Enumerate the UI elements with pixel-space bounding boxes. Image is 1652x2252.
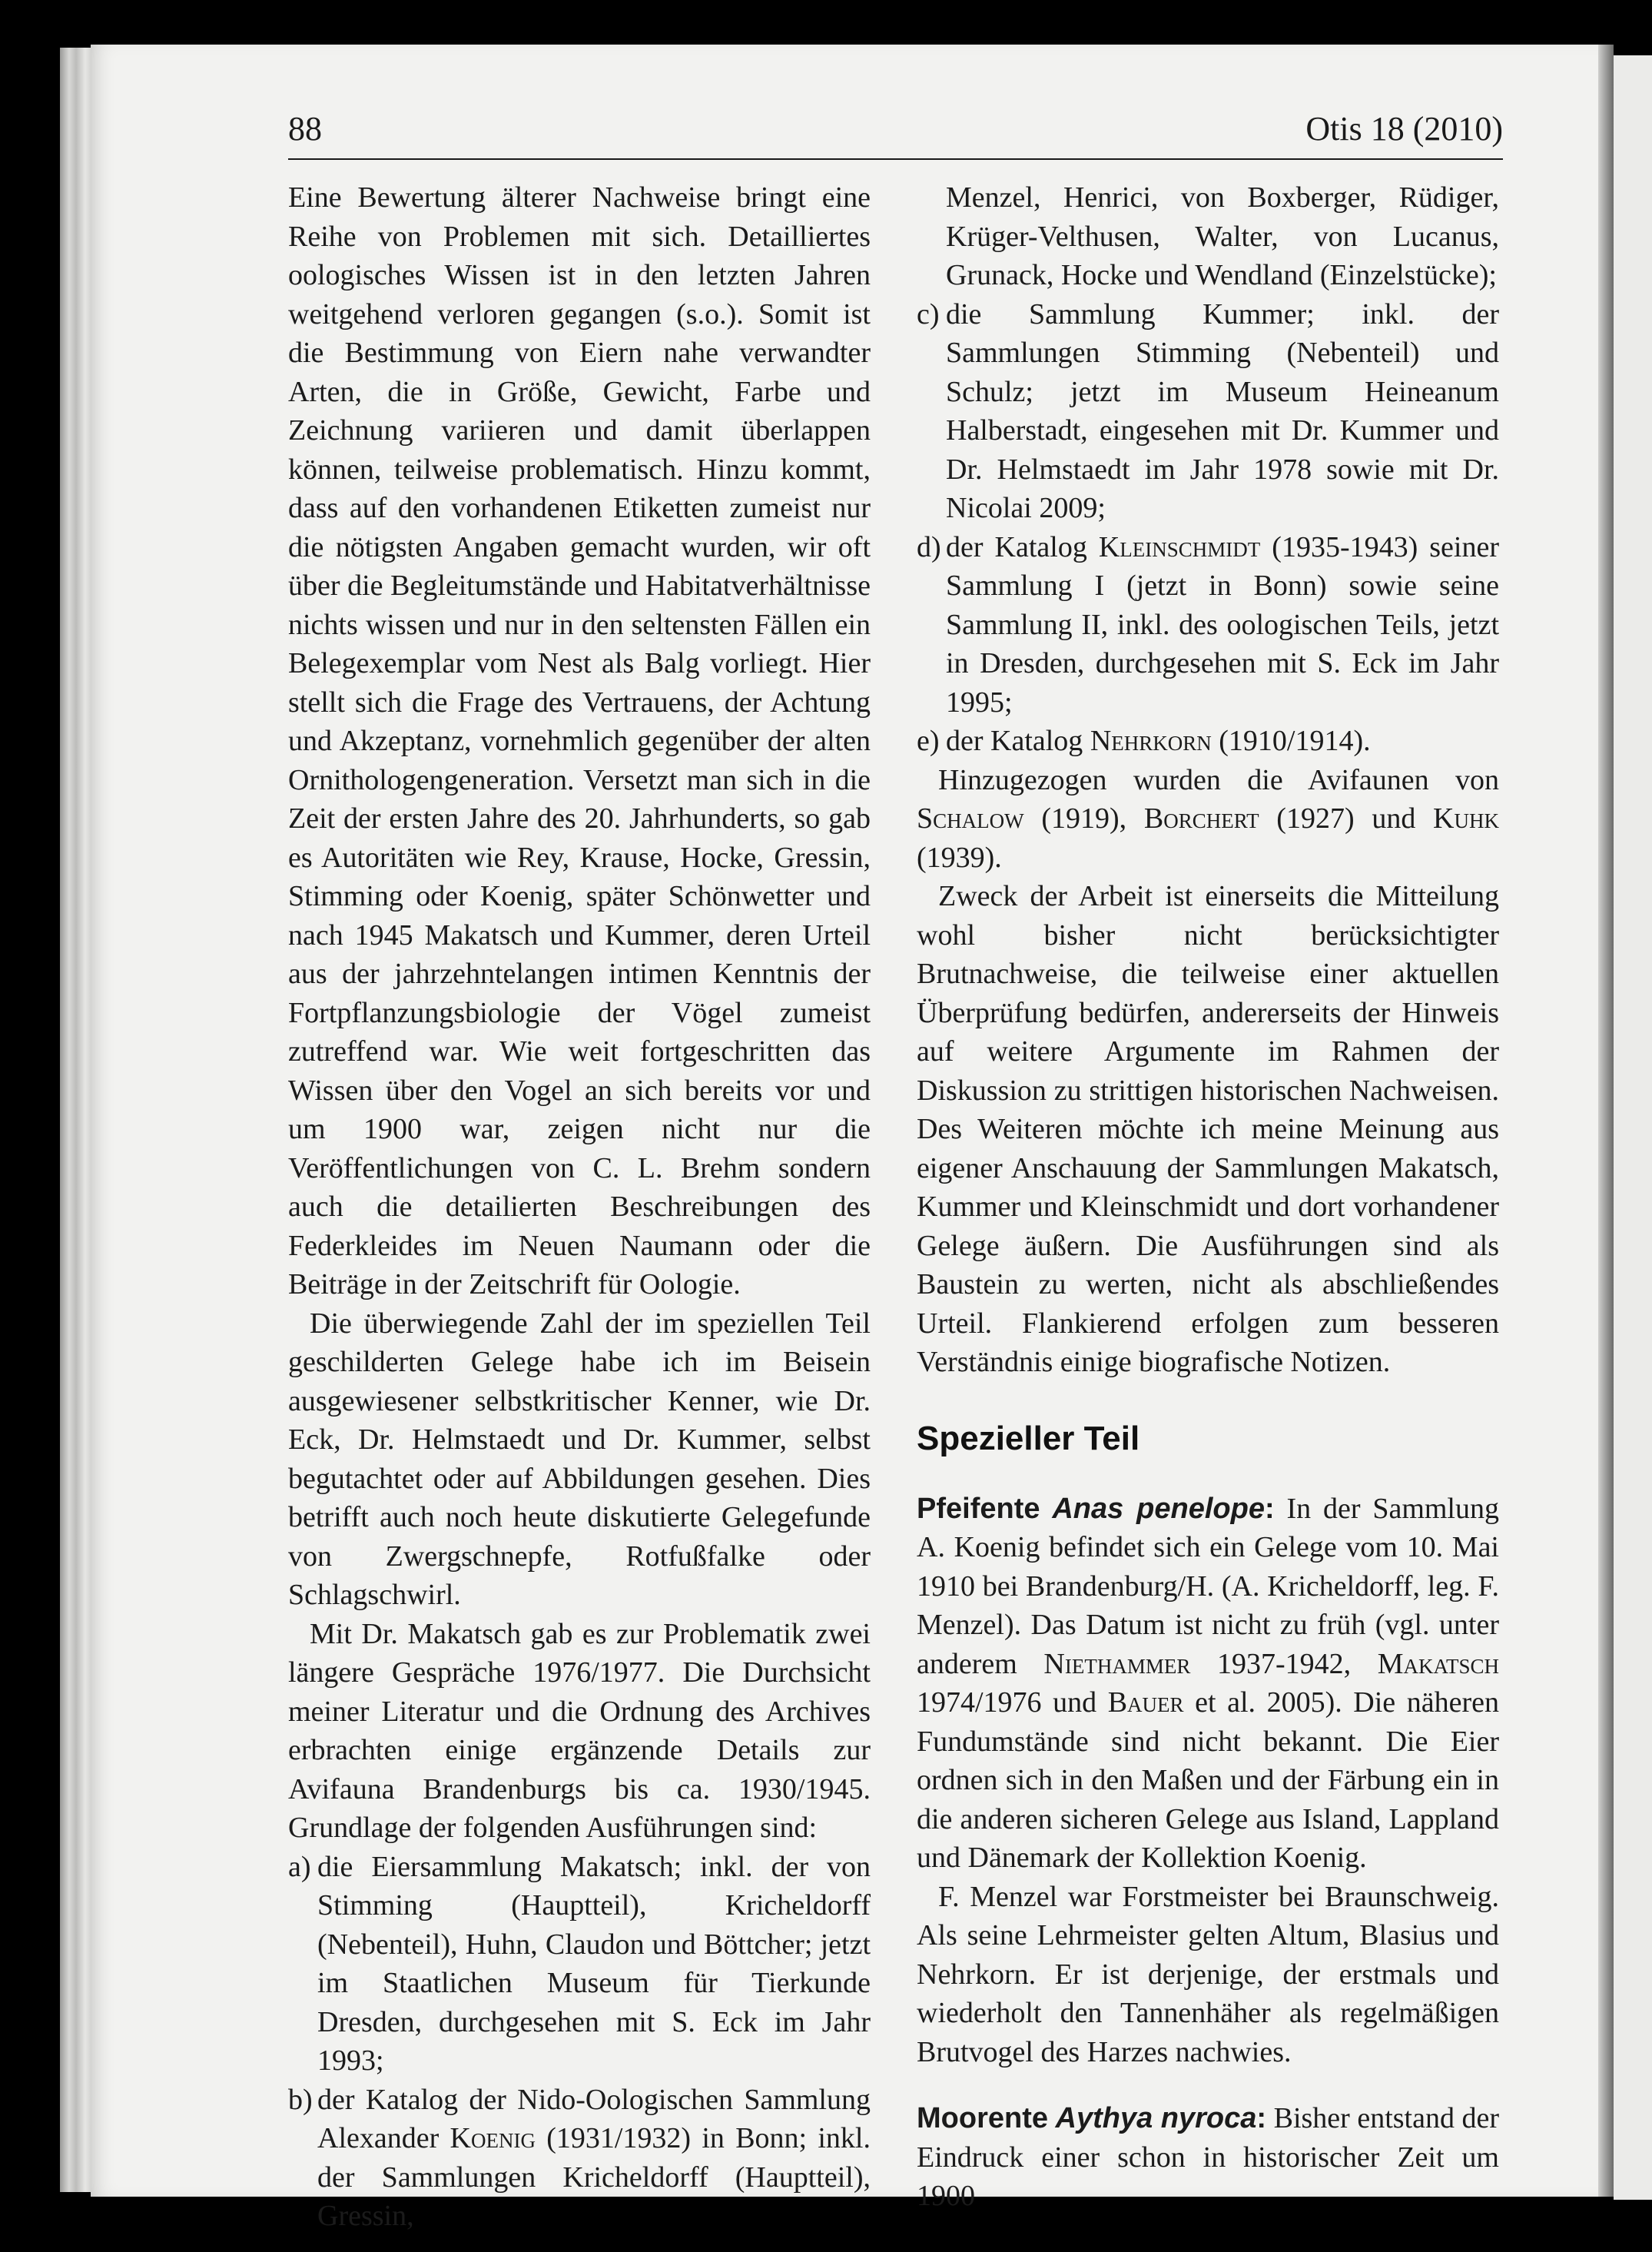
text-run: Bisher entstand der Eindruck einer schon in historischer Zeit um 1900: [917, 2102, 1499, 2212]
text-run: (1935-1943) seiner Sammlung I (jetzt in Bonn) sowie seine Sammlung II, inkl. des oologischen Teils, jetzt in Dresden, durchgesehen mit S. Eck im Jahr 1995;: [946, 530, 1499, 719]
section-heading: Spezieller Teil: [917, 1419, 1140, 1457]
list-text: die Sammlung Kummer; inkl. der Sammlungen Stimming (Nebenteil) und Schulz; jetzt im Museum Heineanum Halberstadt, eingesehen mit Dr. Kummer und Dr. Helmstaedt im Jahr 1978 sowie mit Dr. Nicolai 2009;: [946, 297, 1499, 524]
colon: :: [1256, 2102, 1267, 2134]
text-run: (1910/1914).: [1211, 725, 1371, 757]
text-run: 1974/1976 und: [917, 1686, 1108, 1719]
text-run: der Katalog: [946, 530, 1099, 563]
right-column: [917, 178, 1499, 2216]
list-text: Menzel, Henrici, von Boxberger, Rüdiger, Krüger-Velthusen, Walter, von Lucanus, Grunack, Hocke und Wendland (Einzelstücke);: [946, 181, 1499, 291]
author-name: Kuhk: [1433, 802, 1499, 835]
page-number: 88: [288, 110, 322, 148]
text-run: (1939).: [917, 841, 1002, 874]
list-item-b: [288, 2081, 871, 2236]
list-item-a: [288, 1848, 871, 2081]
paragraph-menzel: F. Menzel war Forstmeister bei Braunschweig. Als seine Lehrmeister gelten Altum, Blasius und Nehrkorn. Er ist derjenige, der erstmals und wiederholt den Tannenhäher als regelmäßigen Brutvogel des Harzes nachwies.: [917, 1880, 1499, 2068]
author-name: Kleinschmidt: [1098, 530, 1261, 563]
author-name: Makatsch: [1377, 1647, 1499, 1680]
paragraph-bewertung: Eine Bewertung älterer Nachweise bringt eine Reihe von Problemen mit sich. Detailliertes oologisches Wissen ist in den letzten Jahren weitgehend verloren gegangen (s.o.). Somit ist die Bestimmung von Eiern nahe verwandter Arten, die in Größe, Gewicht, Farbe und Zeichnung variieren und damit überlappen können, teilweise problematisch. Hinzu kommt, dass auf den vorhandenen Etiketten zumeist nur die nötigsten Angaben gemacht wurden, wir oft über die Begleitumstände und Habitatverhältnisse nichts wissen und nur in den seltensten Fällen ein Belegexemplar vom Nest als Balg vorliegt. Hier stellt sich die Frage des Vertrauens, der Achtung und Akzeptanz, vornehmlich gegenüber der alten Ornithologengeneration. Versetzt man sich in die Zeit der ersten Jahre des 20. Jahrhunderts, so gab es Autoritäten wie Rey, Krause, Hocke, Gressin, Stimming oder Koenig, später Schönwetter und nach 1945 Makatsch und Kummer, deren Urteil aus der jahrzehntelangen intimen Kenntnis der Fortpflanzungsbiologie der Vögel zumeist zutreffend war. Wie weit fortgeschritten das Wissen über den Vogel an sich bereits vor und um 1900 war, zeigen nicht nur die Veröffentlichungen von C. L. Brehm sondern auch die detailierten Beschreibungen des Federkleides im Neuen Naumann oder die Beiträge in der Zeitschrift für Oologie.: [288, 181, 871, 1300]
text-run: der Katalog: [946, 725, 1090, 757]
paragraph-zweck: Zweck der Arbeit ist einerseits die Mitteilung wohl bisher nicht berücksichtigter Brutnachweise, die teilweise einer aktuellen Überprüfung bedürfen, andererseits der Hinweis auf weitere Argumente im Rahmen der Diskussion zu strittigen historischen Nachweisen. Des Weiteren möchte ich meine Meinung aus eigener Anschauung der Sammlungen Makatsch, Kummer und Kleinschmidt und dort vorhandener Gelege äußern. Die Ausführungen sind als Baustein zu werten, nicht als abschließendes Urteil. Flankierend erfolgen zum besseren Verständnis einige biografische Notizen.: [917, 880, 1499, 1378]
list-text: [946, 528, 1499, 722]
paragraph-makatsch: Mit Dr. Makatsch gab es zur Problematik zwei längere Gespräche 1976/1977. Die Durchsicht meiner Literatur und die Ordnung des Archives erbrachten einige ergänzende Details zur Avifauna Brandenburgs bis ca. 1930/1945. Grundlage der folgenden Ausführungen sind:: [288, 1617, 871, 1844]
list-text: [317, 2081, 871, 2236]
species-name: Pfeifente: [917, 1492, 1040, 1525]
author-name: Niethammer: [1043, 1647, 1191, 1680]
paragraph-gelege: Die überwiegende Zahl der im speziellen Teil geschilderten Gelege habe ich im Beisein ausgewiesener selbstkritischer Kenner, wie Dr. Eck, Dr. Helmstaedt und Dr. Kummer, selbst begutachtet oder auf Abbildungen gesehen. Dies betrifft auch noch heute diskutierte Gelegefunde von Zwergschnepfe, Rotfußfalke oder Schlagschwirl.: [288, 1307, 871, 1611]
species-latin-name: Aythya nyroca: [1055, 2102, 1257, 2134]
text-run: (1931/1932) in Bonn; inkl. der Sammlungen Kricheldorff (Hauptteil), Gressin,: [317, 2122, 871, 2232]
list-item-c: [917, 295, 1499, 528]
list-label: c): [917, 297, 940, 330]
text-run: (1927) und: [1259, 802, 1434, 835]
text-run: (1919),: [1023, 802, 1144, 835]
species-latin-name: Anas penelope: [1052, 1492, 1265, 1525]
text-run: 1937-1942,: [1190, 1647, 1378, 1680]
species-name: Moorente: [917, 2102, 1048, 2134]
author-name: Schalow: [917, 802, 1024, 835]
gutter-shadow: [1598, 45, 1614, 2197]
species-entry-moorente: [917, 2099, 1499, 2216]
text-run: In der Sammlung A. Koenig befindet sich ein Gelege vom 10. Mai 1910 bei Brandenburg/H. (A. Kricheldorff, leg. F. Menzel). Das Datum ist nicht zu früh (vgl. unter anderem: [917, 1492, 1499, 1680]
author-name: Koenig: [449, 2122, 536, 2154]
list-item-e: [917, 722, 1499, 761]
list-label: d): [917, 530, 941, 563]
colon: :: [1264, 1492, 1275, 1525]
text-run: Hinzugezogen wurden die Avifaunen von: [938, 763, 1499, 796]
list-item-b-continued: [917, 178, 1499, 295]
list-label: a): [288, 1850, 311, 1883]
list-item-d: [917, 528, 1499, 722]
list-label: b): [288, 2083, 313, 2116]
species-entry-pfeifente: [917, 1490, 1499, 1878]
adjacent-page-edge: [1614, 55, 1652, 2200]
text-run: et al. 2005). Die näheren Fundumstände sind nicht bekannt. Die Eier ordnen sich in den Maßen und der Färbung ein in die anderen sicheren Gelege aus Island, Lappland und Dänemark der Kollektion Koenig.: [917, 1686, 1499, 1874]
author-name: Nehrkorn: [1090, 725, 1212, 757]
header-rule: [288, 158, 1503, 160]
journal-citation: Otis 18 (2010): [1305, 110, 1503, 148]
list-text: [946, 722, 1499, 761]
text-run: der Katalog der Nido-Oologischen Sammlung Alexander: [317, 2083, 871, 2154]
list-label: e): [917, 725, 940, 757]
author-name: Bauer: [1107, 1686, 1184, 1719]
list-text: die Eiersammlung Makatsch; inkl. der von Stimming (Hauptteil), Kricheldorff (Nebenteil), Huhn, Claudon und Böttcher; jetzt im Staatlichen Museum für Tierkunde Dresden, durchgesehen mit S. Eck im Jahr 1993;: [317, 1850, 871, 2077]
author-name: Borchert: [1143, 802, 1259, 835]
left-column: [288, 178, 871, 2236]
paragraph-hinzugezogen: [917, 761, 1499, 878]
